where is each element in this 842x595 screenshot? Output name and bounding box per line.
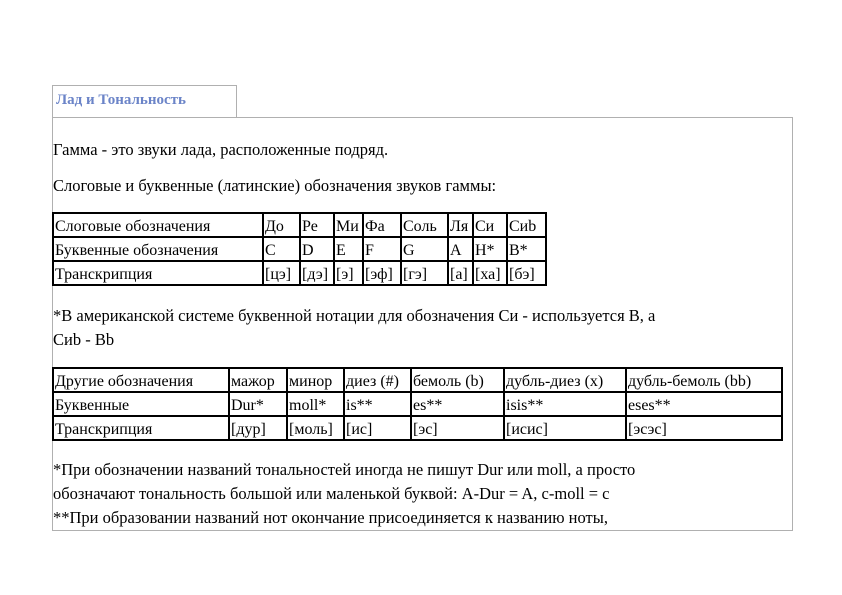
table-cell: [дэ]	[300, 261, 334, 285]
table-cell: минор	[287, 368, 344, 392]
american-notation-note-line1: *В американской системе буквенной нотации для обозначения Си - используется В, а	[53, 306, 656, 325]
table-cell: Си	[473, 213, 507, 237]
table-cell: диез (#)	[344, 368, 411, 392]
table-cell: moll*	[287, 392, 344, 416]
table-row	[53, 213, 546, 237]
table-cell: [гэ]	[401, 261, 448, 285]
table-cell: Ля	[448, 213, 473, 237]
table-cell: es**	[411, 392, 504, 416]
table-cell: is**	[344, 392, 411, 416]
table-cell: H*	[473, 237, 507, 261]
table-cell: Ми	[334, 213, 363, 237]
table-cell: eses**	[626, 392, 782, 416]
table-cell: Соль	[401, 213, 448, 237]
table-cell: Слоговые обозначения	[53, 213, 263, 237]
table-cell: дубль-бемоль (bb)	[626, 368, 782, 392]
note-naming-line1: **При образовании названий нот окончание присоединяется к названию ноты,	[53, 508, 608, 527]
gamma-definition: Гамма - это звуки лада, расположенные подряд.	[53, 140, 389, 159]
table-cell: Буквенные обозначения	[53, 237, 263, 261]
table-cell: Другие обозначения	[53, 368, 229, 392]
table-cell: Транскрипция	[53, 416, 229, 440]
table-cell: Dur*	[229, 392, 287, 416]
table-cell: бемоль (b)	[411, 368, 504, 392]
table-cell: мажор	[229, 368, 287, 392]
table-cell: [эс]	[411, 416, 504, 440]
table-cell: [ис]	[344, 416, 411, 440]
tonality-note-line2: обозначают тональность большой или маленькой буквой: A-Dur = A, c-moll = c	[53, 484, 610, 503]
table-cell: Буквенные	[53, 392, 229, 416]
table-row	[53, 261, 546, 285]
table-row	[53, 368, 782, 392]
table-cell: [исис]	[504, 416, 626, 440]
table-cell: [а]	[448, 261, 473, 285]
table-cell: G	[401, 237, 448, 261]
syllable-letter-table	[52, 212, 547, 286]
table-cell: [цэ]	[263, 261, 300, 285]
table-cell: E	[334, 237, 363, 261]
table-cell: Сиb	[507, 213, 546, 237]
table-cell: F	[363, 237, 401, 261]
table-cell: До	[263, 213, 300, 237]
table-cell: A	[448, 237, 473, 261]
table-cell: [бэ]	[507, 261, 546, 285]
table-row	[53, 416, 782, 440]
table-cell: Транскрипция	[53, 261, 263, 285]
table-cell: [дур]	[229, 416, 287, 440]
tonality-note-line1: *При обозначении названий тональностей иногда не пишут Dur или moll, а просто	[53, 460, 636, 479]
american-notation-note-line2: Сиb - Bb	[53, 330, 115, 349]
other-notations-table	[52, 367, 783, 441]
table-row	[53, 392, 782, 416]
table-cell: Ре	[300, 213, 334, 237]
table-cell: [э]	[334, 261, 363, 285]
table-cell: D	[300, 237, 334, 261]
table-cell: [эф]	[363, 261, 401, 285]
table-cell: C	[263, 237, 300, 261]
table-cell: Фа	[363, 213, 401, 237]
table-cell: [моль]	[287, 416, 344, 440]
table-cell: [эсэс]	[626, 416, 782, 440]
table-cell: isis**	[504, 392, 626, 416]
table-cell: дубль-диез (x)	[504, 368, 626, 392]
table-cell: B*	[507, 237, 546, 261]
section-title: Лад и Тональность	[56, 92, 186, 108]
table-cell: [ха]	[473, 261, 507, 285]
notation-intro: Слоговые и буквенные (латинские) обозначения звуков гаммы:	[53, 176, 497, 195]
section-tab	[52, 85, 237, 117]
table-row	[53, 237, 546, 261]
